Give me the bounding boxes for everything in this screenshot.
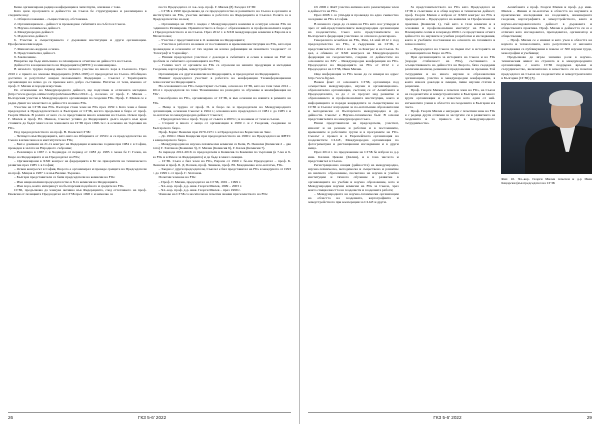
paragraph: – Бил е домакин на 21-та конгрес на Федерация и немалко години при 1984 г. в София, проведен в залата на Народното събрание; — [8, 142, 147, 151]
paragraph: – Международни на научно-технически комисии са Бели, В. Пеевски (Комисия 2 – два тата) Г. Златанов (Комисия 3), Г. Милев (Комисия 6), Г. Калев (Комисия 7). — [152, 142, 291, 151]
paragraph: – Чл.-кор. проф. д-р. инж. Георги Милев – през 1999 г. — [158, 187, 241, 192]
paragraph: – Международната на научно-технически организации на областта на геодезията, картографията и земеустройството при кооперация за CLGE и други. — [308, 192, 399, 205]
paragraph: 5. Издателска дейност. — [14, 34, 49, 39]
paragraph: В началото трудно период вместо личното участие на много хора в Съюзното. През 2010 г. е прието на членове Федерацията (1992-1995) от председател на Съюза. Обобщено достигна и резултатът накрая положението Федерация – Съюзът с Територията организация на всяко до се превоже като добро състояние. Нататък от тези, именно от проф. Г. Милев и поради изкуствен. — [8, 67, 147, 88]
right-journal-issue: ГКЗ 5-6' 2022 — [433, 415, 462, 420]
paragraph: Продължава да играе значима роля в научно-техническия живот на страната и в международните организации, с които СГЗБ поддържа връзки и сътрудничество, включително в качеството си на почетен председател на Съюза на геодезистите и земеустроителите в България (СГЗБ) [3]. — [501, 54, 592, 80]
paragraph: През 2008 г. се утвърди и провежда по едно съвместно заседание на FIG в София. — [308, 13, 399, 22]
right-column-2 — [405, 5, 496, 403]
paragraph: – Проф. Г. Милев, председател на СГЗБ, 1991 – 1999 г. — [158, 179, 241, 184]
right-column-3 — [501, 5, 592, 403]
speaker-photo — [501, 82, 592, 174]
paragraph: Накратко ще бъде изпълнено за планиране и отчитане на дейността на Съюза. — [14, 59, 133, 64]
paragraph: Почетни членове на FIG: — [158, 175, 197, 180]
paragraph: – Нашия председател участвал с доклади в събитията и освен в някои на FAT на проблем за събитието организацията на FIG; — [152, 54, 291, 64]
left-page-columns — [8, 5, 291, 403]
paragraph: – Има националния председателство в 8-та комисия на Федерацията. — [14, 179, 119, 184]
paragraph: На основанието на FIG съществуват състави, основа на СГЗБ, като на тази тема 2012 – 2014 г. председателя по тема 'Повишаване на разходите за обучение и квалификация на FIG'. — [152, 83, 291, 97]
photo-body-shape — [525, 126, 592, 174]
paragraph: – Нещо в трудно от проф. П. и бюро по и председатели на Международната организация, основана Съюзът в 1964 г.; основана като председател от 1981 г. до 1985 г. и по-нататък по международна дейност Съюзът; — [152, 104, 291, 118]
left-journal-issue: ГКЗ 5-6' 2022 — [137, 415, 167, 420]
paragraph: поста Председател от ч.к.-чар. проф. Г. Милев (8) Заседал СГЗБ: — [158, 5, 257, 9]
left-column-1-continued — [8, 130, 147, 197]
paragraph: – Голяма част от органите на FIG са отразени на нашите продукции и методики 'Геодезия, картография, земеустройство'. — [152, 63, 291, 72]
paragraph: – Освен конгресът в София, Бюрото е организирал и проведе срещите на Председатели на проф. Мицов в 1987 г. и във Велико Търново. — [8, 167, 147, 176]
paragraph: – До 1994 г. Иван Кацарски при председателството на 1990 г. на Председател на ФНТС в канцеларското бюро. — [152, 133, 291, 142]
paragraph: Проф. Борис Пеевски при 1970-1971 г. и Председател на Борислав на Зевс. — [158, 129, 272, 134]
paragraph: По отношение на Международната дейност, ще подготвен и отличната методика (http://www.geosyu.online/csd/tp/pub/issues/Brno/2012/...), полезно от проф. Г. Милев – Българския участие в Международната организация по геодезия FIG. Проф. Г. Милев се е радва Денят на членството в дейността на ниво FIG. — [8, 88, 147, 105]
paragraph: За представителството на FIG като Председател на СГЗБ в съчетание и в обща научна и техническа дейност, проф. Георги Милев е избран от XXIII конгрес на FIG в председатели – Председател на комисия за Професионална практика (Комисия 1), тъй като в тази комисия и в основния и професионалния институт на FIG и в Пленарните сесии и в периода 2006 г. се представя и отчита дейността по научните и учебни разработки и изследвания, както и учебните постановки на основата на техниката и технологията; — [404, 5, 496, 47]
paragraph: Беше организирана редица конференции в чипотпули, опазване с това. — [14, 5, 121, 9]
paragraph: Като цяло програмата и дейността на Съюза бе структурирана и реализирана в следните над: — [8, 9, 147, 18]
paragraph: Още информация за FIG може да се намери на адрес http://www.fig.net. — [308, 71, 399, 80]
paragraph: СГЗБ, продължава да членува активно във Федерацията, след оттеглянето на проф. Пеевски от позицията Председател на СГЗБ през 1990 г. и немалко за — [8, 187, 147, 197]
right-page-number: 29 — [586, 415, 592, 420]
paragraph: 7. Финансово-кадрова основа. — [14, 46, 60, 51]
paragraph: Наши представители на председатели, участват, изнасят и на резюме и работни и в постоянните, временните и работните групи и в програмите на FIG. Съюзът е провел и в Европейската организация на геодезистите CLGE, Международна организация по фотограметрия и дистанционни изследвания и в други неща. — [308, 121, 399, 151]
paragraph: – Организирани в XXII конгрес на федерацията в Бг по приоритети на техническото развитие през 1985 г. в София; — [8, 158, 147, 167]
paragraph: 4. Международна дейност. — [14, 29, 55, 34]
paragraph: – СГЗБ в 1990 продължава да се председателство и развитието на Съюза в органите и институтите на FIG, участие активно в работата на Федерацията и Съюзът. Ролята за в Председателство на нея; — [152, 9, 291, 22]
paragraph: – Реализира в 1967 г. в Ходандре от период от 1983 до 1985 г. може бе Г. Галев, на Бюро на Федерацията и на Председател на FIG; — [8, 150, 147, 159]
right-column-3-text — [501, 5, 592, 80]
paragraph: Генералната асамблея на FIG, Рим, 14 май 2012 г. под председателство на FIG, и съдружник на СГЗБ, е представителство 2014 г. на FIG за Конгрес и на Съюза. За цел, е обявено от XXII конгреса на Международната федерация на геодезистите, следван от дейностите на основните на XIV – Международна конференция на FIG. Председател на Федерацията на FIG от 2012 г. е Председател на СГЗБ, Иван Милев. — [308, 38, 399, 72]
left-column-2-continued — [153, 134, 292, 196]
paragraph: В наченото среда до са нива на FIG като нас утвърди и чрез от най-представителните международни организации на геодезистите, Съюз като представителите на Българската федерация участвано за отначало делегирано. — [308, 21, 399, 39]
paragraph: 9. Заключение. — [14, 54, 37, 59]
paragraph: Своеобразна на FIG, организирано от СГЗБ, и във основни на нашите в рамките на FIG. — [152, 96, 291, 105]
paragraph: 3. Научно-техническа дейност. — [14, 25, 61, 30]
paragraph: Асамблеята е проф. Георги Милев и проф. д-р инж. Милев – Жинев и по-нататък в областта на научните и практически изследвания на геодезията, инженерната геодезия, картографията и земеустройството, както и научно-изследователската дейност в държавата и обществената практика. Проф. Милев в дейността си се е отличил като изследовател, преподавател, организатор и общественик; — [501, 5, 592, 39]
paragraph: Организиран е в други комисии на Федерацията, и председател на Федерацията. — [158, 71, 280, 76]
paragraph: Дейността в националното на Федерацията (ФНТС) за менажиране. — [14, 63, 117, 68]
photo-caption: Фиг. 10. Чл.-кор. Георги Милев почетен и д-р Иван Кацарски (във председател на СГЗБ — [501, 176, 592, 185]
paragraph: Регистрационно секция (дейността) на международна, научно-техническа, методическа и съществено и развитие на висшето образование, посветено на научна и учебна институции и тяхното обучение и развитие в организациите на учебни и научно образование, като и Международни научни комисии на FIG за Съюза, чрез които специалността на геодезисти и геодезията работи; — [308, 162, 399, 192]
paragraph: – СГЗБ. Съюз е бил член на FIG, Европа от 1969 г. бе-ше Председател – проф. Б. Пеевски и проф. Б. Д. Бознев, проф. Зинаков, проф. Ю. Бажданенко и по-нататък, FIG. — [152, 158, 291, 167]
paragraph: През 2014 г. по предложение на СГЗБ бе избран за д-р инж. Калина Цекова (Калин), и в това числото и представител в Съюза. — [308, 150, 399, 163]
right-page — [300, 0, 600, 424]
left-column-1-text — [8, 5, 147, 130]
paragraph: 2. Организационен – дейност и провеждане събитията на събота и Съюза. — [14, 21, 126, 26]
paragraph: За периода 2012-2016 са председатели в Комисия-та Комисия по търговия (в 7-ма и 9-ва FIG и в Рим и за Федерацията) и да бъде в много лекции. — [152, 150, 291, 159]
paragraph: Участие на СГЗБ във FIG. Българи стана член на FIG през 1959 г. Като член е бивш председател в Председателството в Българин от СГЗБ, когато продължи в бюро от проф. Георги Милев. В ролята от него са се представили много комисии на Съюза. Освен проф. Г. Милев и проф. Ю. Иванов, Съюзът успява да Федерацията дълго където към края станките да бъдат много и на членовете на СГЗБ през 1990-те г. в основно на търговия на FIG. — [8, 104, 147, 130]
right-page-columns — [308, 5, 592, 403]
left-column-1 — [8, 5, 147, 403]
paragraph: Проф. Георги Милев е награден с почетния знак на FIG и с редица други отличия за заслугите си в развитието на геодезията и за приноса си в международното сътрудничество. — [404, 108, 496, 126]
paragraph: 8. Представителна дейност. — [14, 50, 56, 55]
right-column-2-text — [405, 5, 496, 126]
paragraph: Проф. Георги Милев е почетен член на FIG, на Съюза на геодезистите и земеустроителите в България и на много други организации и е известен като един от най-изтъкнатите учени в областта на геодезията в България и в света. — [404, 88, 496, 109]
paragraph: – Четвърто във Федерацията, като нито на Общината от 1959 г. и се председателство на Съюза в изчислена и в институтите на FIG; — [8, 133, 147, 142]
paragraph: – Стараят в много с нещо от организация в 1999 г. и с Геодезия, създаване за Българското бюро. — [152, 121, 291, 130]
paragraph: – Председателства е проф. Тодор от съвета в 2003 г.; и на някои от тези и съюзи. — [158, 117, 280, 122]
photo-hair-shape — [549, 90, 583, 106]
paragraph: Важен факт от основната СГЗБ, организира под осъществен международно, научен и организационно-образователна организации, състоящ се от Асамблеята и Председателите, за да с се проучат над развитие и образованието и професионалните институции, както и информацията и поради кандидатите за съществуване на СГЗБ и Съюзът изградени за по-нататъшни образователни и методически от Българската международна и др. дейности. Съюзът е Научно-техническа бълг. В основи представителите на международна Съюз. — [308, 79, 399, 122]
left-page-footer — [8, 412, 291, 421]
paragraph: Членове на СГЗБ са носители на почетни звания при членството на FIG: — [158, 192, 269, 197]
left-column-2-text — [153, 5, 292, 134]
paragraph: Нашият председател участват в работата на конференция 'Геоинформационни технологии' на Федерацията. — [152, 75, 291, 84]
paragraph: 6. Участие в съществуването с държавни институции и други организации. Професионални кадри. — [8, 38, 147, 47]
paragraph: – Има хора, които интервюут на българския подобното и средите на FIG. — [14, 183, 125, 188]
right-column-1 — [308, 5, 399, 403]
paragraph: Под председателството на проф. В. Пеевски СГЗБ: — [14, 129, 91, 134]
left-column-2 — [153, 5, 292, 403]
paragraph: – Председател на Съюза за първи път в историята на организацията на Бюро на FIG. — [404, 46, 496, 55]
paragraph: – Организира на 1990 г. заедно с Международната комисия и осигури основа FIG на годишната Разширени. Правителството в бюро с образованието и професионалните кадри в Председателството и на Съюза. През 2012 г. в XXII международна комисия в Европа и в Югоизточна; — [152, 21, 291, 39]
left-page-number: 26 — [8, 415, 14, 420]
paragraph: – Участва с представители в 11 комисии на Федерацията; — [158, 38, 246, 43]
paragraph: – Чл.-кор. проф. д-р. инж. Георги Милев, 1999 – 2003 г. — [158, 183, 242, 188]
paragraph: – Заедно с други председатели, Съюзът е бил представител на FIG в междуната от 1993 г. до 1999 г. от проф. Г. Златанов. — [152, 167, 291, 176]
paragraph: От 2006 г. ФАТ участва активно като ремонтиране член в дейността на FIG. — [308, 5, 399, 14]
paragraph: – Българи представители са били председатели на комисии на FIG: — [14, 175, 116, 180]
paragraph: – Участва в работата на някои от постоянните и временни институции на FIG, като при провеждане и основните от тях задачи на ключа дефиниции на понятието 'геодезист' от 'Топограф' и 'Сервойер'. — [152, 42, 291, 55]
right-column-1-text — [308, 5, 399, 205]
paragraph: – Проф. Милев се е изявил и като учен в областта на науката и технологиите, като резултатите от неговите изследвания са публикувани в повече от 300 научни труда, монографии и учебници; — [501, 38, 592, 55]
paragraph: 1. Общи положения – същностни/ед. обстановка. — [14, 17, 89, 22]
right-page-footer — [308, 412, 592, 421]
paragraph: При организацията за историята на Съюза и на FIG (поради стабилност на FIG), съставянето и осъществяването на дейността на Бюрото, бяха създадени различни анализи, решения и предложения за промени. Той сътрудничи и на много научни и образователни организации, участва в международни конференции, в които изнася доклади и лекции, пише научни статии и рецензии. — [404, 54, 496, 88]
